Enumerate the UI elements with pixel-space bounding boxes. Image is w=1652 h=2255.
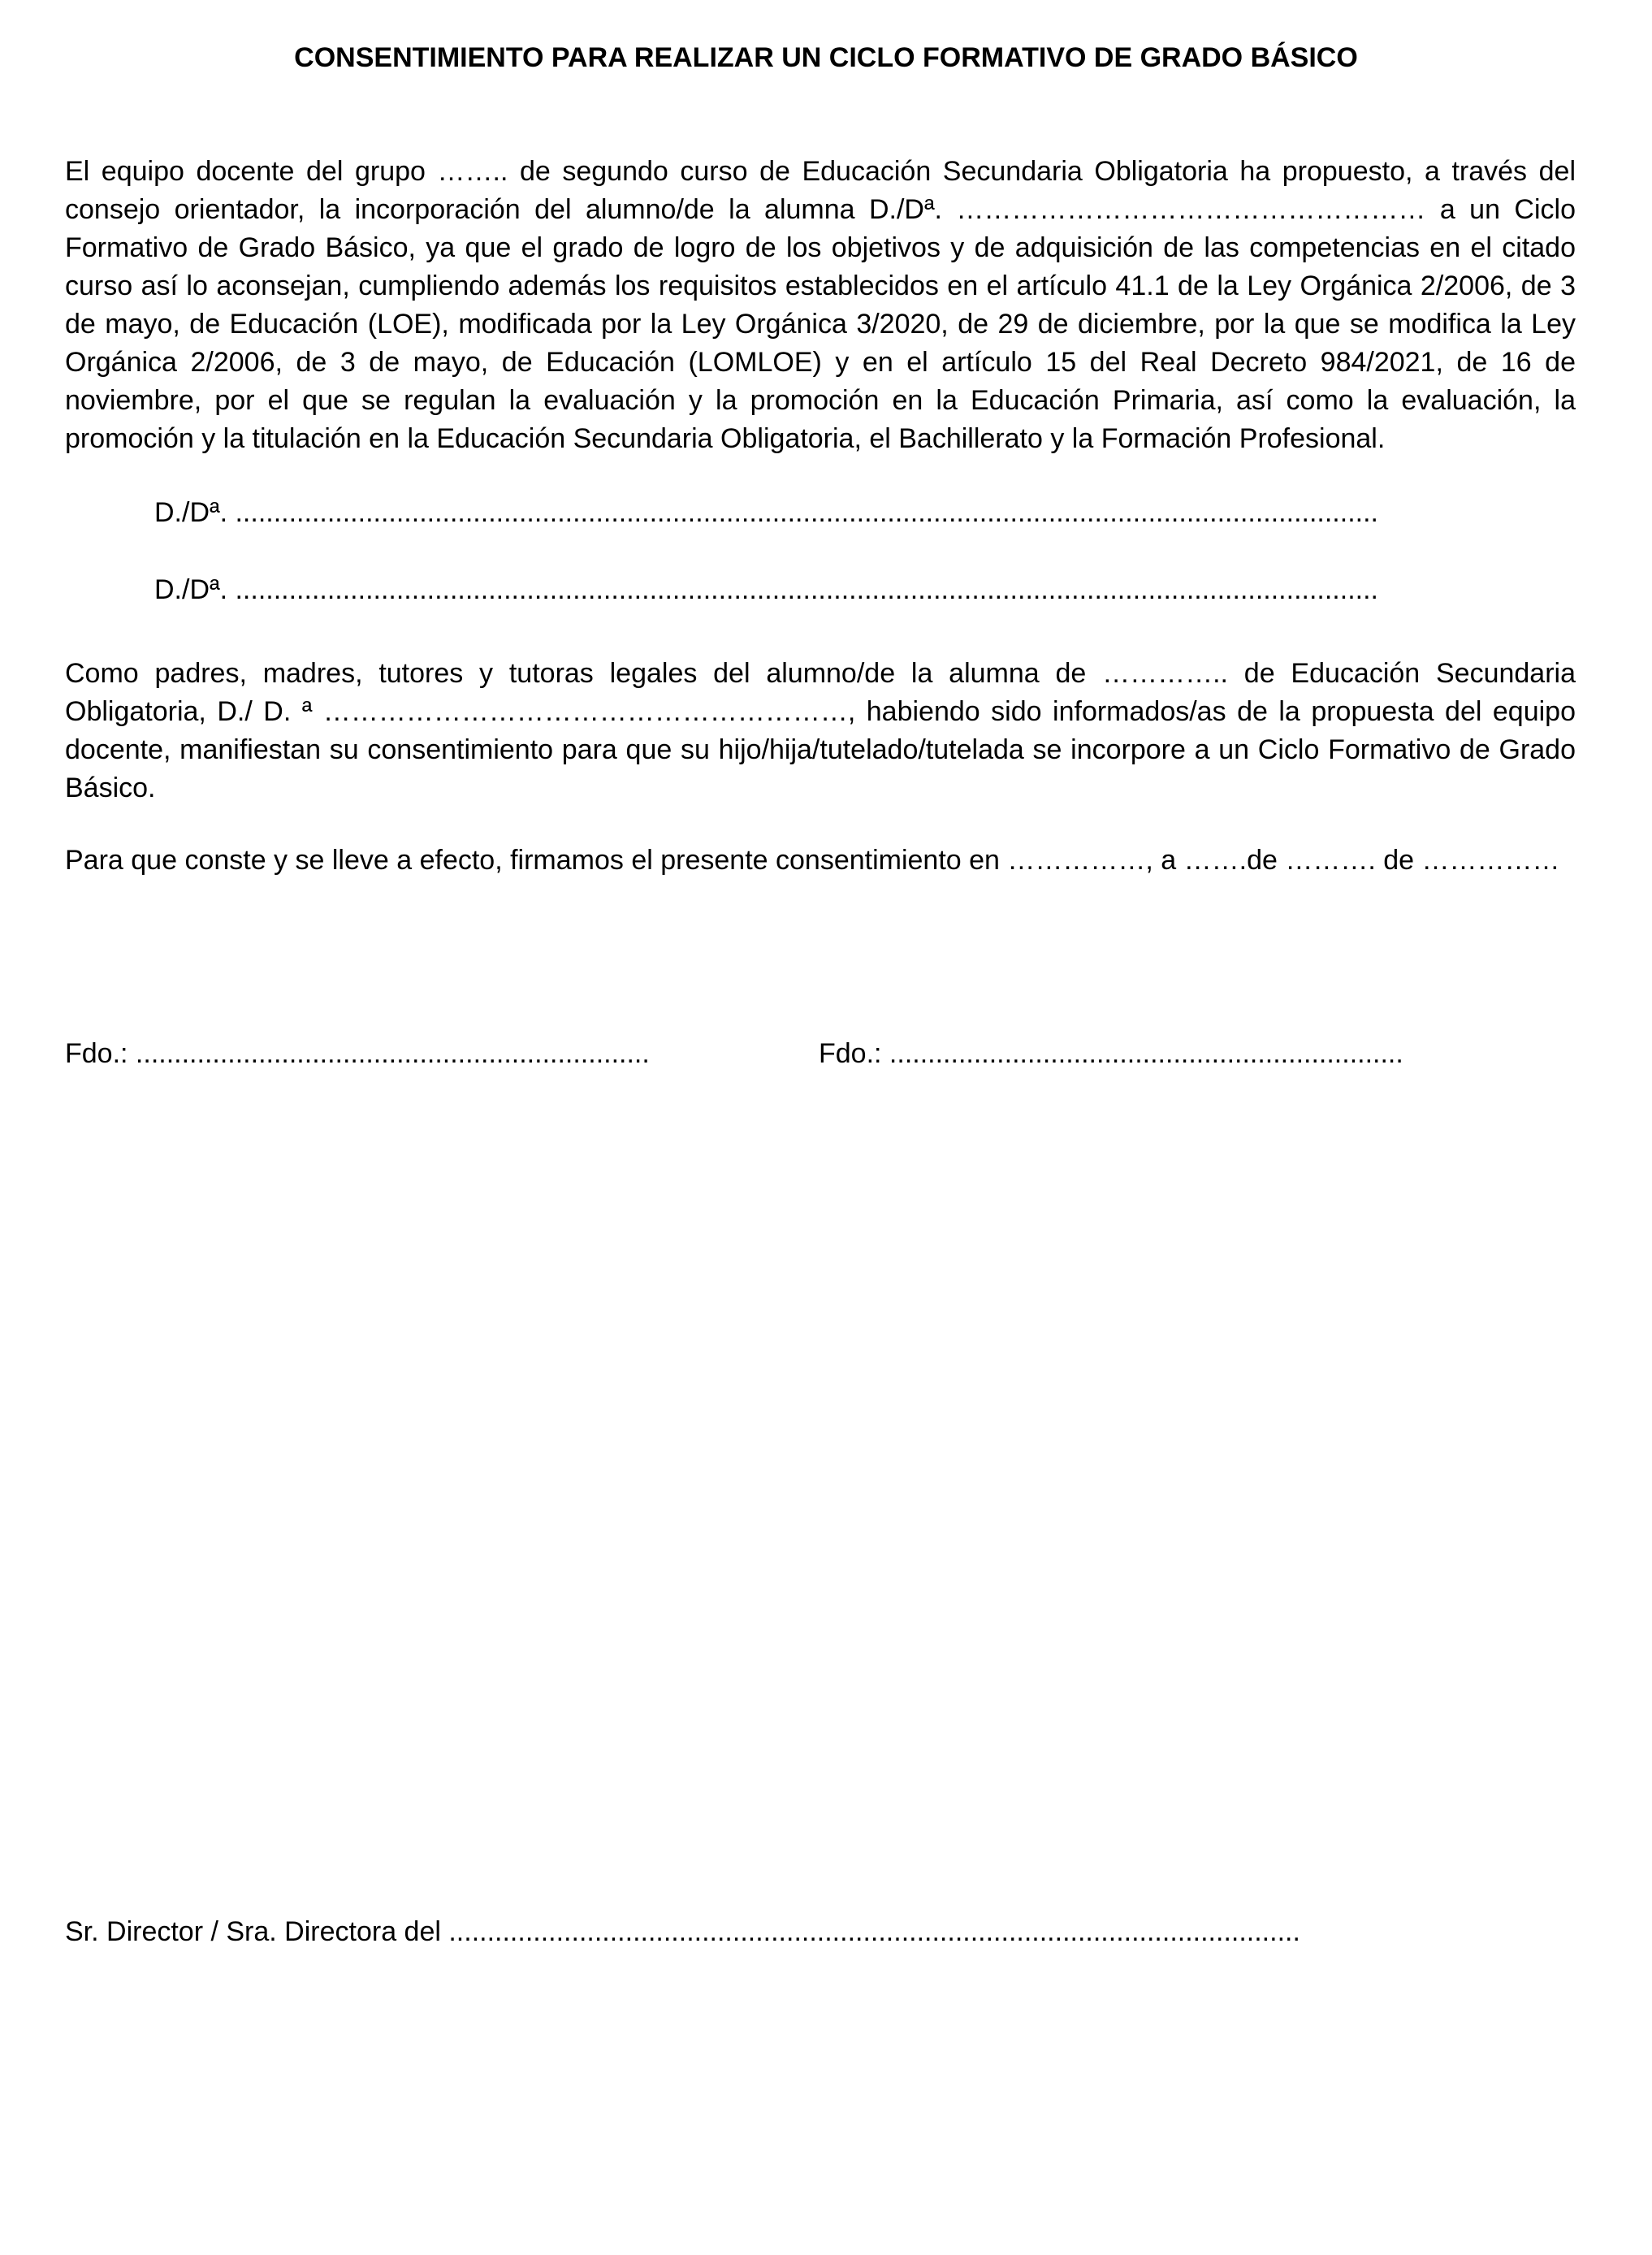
proposal-paragraph: El equipo docente del grupo …….. de segundo curso de Educación Secundaria Obligatoria ha propuesto, a través del consejo orientador, la incorporación del alumno/de la alumna D./Dª. …………………………………………… a un Ciclo Formativo de Grado Básico, ya que el grado de logro de los objetivos y de adquisición de las competencias en el citado curso así lo aconsejan, cumpliendo además los requisitos establecidos en el artículo 41.1 de la Ley Orgánica 2/2006, de 3 de mayo, de Educación (LOE), modificada por la Ley Orgánica 3/2020, de 29 de diciembre, por la que se modifica la Ley Orgánica 2/2006, de 3 de mayo, de Educación (LOMLOE) y en el artículo 15 del Real Decreto 984/2021, de 16 de noviembre, por el que se regulan la evaluación y la promoción en la Educación Primaria, así como la evaluación, la promoción y la titulación en la Educación Secundaria Obligatoria, el Bachillerato y la Formación Profesional. bbox=[65, 156, 1576, 454]
signature-line-1: Fdo.: ................................................................... bbox=[65, 1038, 650, 1069]
parent-name-line-2: D./Dª. ..................................................................................................................................................... bbox=[154, 574, 1378, 605]
document-title: CONSENTIMIENTO PARA REALIZAR UN CICLO FORMATIVO DE GRADO BÁSICO bbox=[294, 42, 1358, 73]
signature-line-2: Fdo.: ................................................................... bbox=[819, 1038, 1403, 1069]
consent-paragraph: Como padres, madres, tutores y tutoras legales del alumno/de la alumna de ………….. de Educación Secundaria Obligatoria, D./ D. ª …………………………………………………, habiendo sido informados/as de la propuesta del equipo docente, manifiestan su consentimiento para que su hijo/hija/tutelado/tutelada se incorpore a un Ciclo Formativo de Grado Básico. bbox=[65, 658, 1576, 803]
parent-name-line-1: D./Dª. ..................................................................................................................................................... bbox=[154, 497, 1378, 528]
director-addressee-line: Sr. Director / Sra. Directora del ............................................................................................................... bbox=[65, 1916, 1300, 1947]
signing-place-date-line: Para que conste y se lleve a efecto, firmamos el presente consentimiento en ……………, a …….de ………. de …………… bbox=[65, 845, 1560, 876]
